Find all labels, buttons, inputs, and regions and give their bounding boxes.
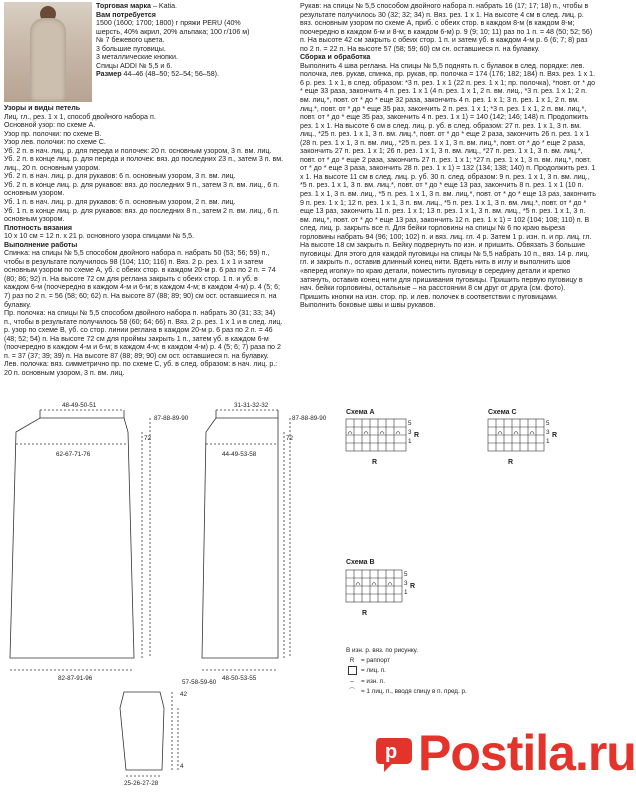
schema-c-repeat-bottom: R: [508, 459, 514, 466]
pattern-line: Уб. 2 п. в нач. лиц. р. для переда и полочек: 20 п. основным узором, 3 п. вм. лиц.: [4, 146, 272, 155]
coat-figure: [30, 18, 66, 102]
material-line: шерсть, 40% акрил, 20% альпака; 100 г/106 м): [96, 27, 250, 36]
watermark-text: Postila.ru: [418, 725, 636, 781]
schema-a-row-num: 5: [408, 420, 412, 427]
schema-c-repeat-r: R: [552, 432, 558, 439]
schema-a-repeat-r: R: [414, 432, 420, 439]
material-line: 3 большие пуговицы.: [96, 44, 166, 53]
sleeve-bottom-width-label: 25-26-27-28: [124, 780, 159, 787]
front-bottom-width-label: 48-50-53-55: [222, 675, 257, 682]
legend-item-purl: – = изн. п.: [346, 677, 467, 687]
schema-c-row-num: 5: [546, 420, 550, 427]
schema-b-title: Схема В: [346, 559, 375, 566]
schema-b-row-num: 5: [404, 571, 408, 578]
front-schematic: [202, 410, 290, 670]
right-column: [300, 2, 596, 310]
material-line: 3 металлические кнопки.: [96, 53, 178, 62]
material-line: 1500 (1600; 1700; 1800) г пряжи PERU (40%: [96, 19, 241, 28]
coat-photo: [4, 2, 92, 102]
front-height-label: 72: [286, 435, 294, 442]
schema-a-row-num: 1: [408, 438, 412, 445]
work-heading: Выполнение работы: [4, 240, 78, 249]
work-paragraph: Пр. полочка: на спицы № 5,5 способом двойного набора п. набрать 30 (31; 33; 34) п., чтобы в результате получилось 58 (60; 64; 66) п. Вяз. 2 р. рез. 1 х 1 и в след. лиц. р. узор по схеме В, уб. со стор. линии реглана в каждом 20-м р. 6 раз по 2 п. = 46 (48; 52; 54) п. На высоте 72 см для проймы закрыть 1 п., затем уб. в каждом 6-м (поочередно в каждом 4-м и 6-м; в каждом 4-м; в каждом 4-м) р. 4 (5; 6; 7) раза по 2 п. = 37 (37; 39; 39) п. На высоте 87 (88; 89; 90) см ост. оставшиеся п. на булавку.: [4, 309, 283, 360]
sleeve-full-height-label: 57-58-59-60: [182, 679, 217, 686]
pattern-line: Уб. 1 п. в конце лиц. р. для рукавов: вяз. до последних 8 п., затем 2 п. вм. лиц., 6 п. основным узором.: [4, 206, 280, 224]
schema-b-repeat-bottom: R: [362, 610, 368, 617]
work-paragraph: Спинка: на спицы № 5,5 способом двойного набора п. набрать 50 (53; 56; 59) п., чтобы в результате получилось 98 (104; 110; 116) п. Вяз. 2 р. рез. 1 х 1 и затем основным узором по схеме А, уб. с обеих стор. в каждом 20-м р. 6 раз по 2 п. = 74 (80; 86; 92) п. На высоте 72 см для реглана закрыть с обеих стор. 1 п. и уб. в каждом 6-м (поочередно в каждом 4-м и 6-м; в каждом 4-м; в каждом 4-м) р. 4 (5; 6; 7) раз по 2 п. = 56 (58; 60; 62) п. На высоте 87 (88; 89; 90) см ост. оставшиеся п. на булавку.: [4, 249, 281, 309]
back-mid-width-label: 62-67-71-76: [56, 451, 91, 458]
pattern-line: Уб. 2 п. в конце лиц. р. для рукавов: вяз. до последних 9 п., затем 3 п. вм. лиц., 6 п. основным узором.: [4, 180, 280, 198]
back-height-label: 72: [144, 435, 152, 442]
pattern-line: Узор пр. полочки: по схеме В.: [4, 129, 102, 138]
schema-c-row-num: 1: [546, 438, 550, 445]
schema-a-row-num: 3: [408, 429, 412, 436]
sleeve-paragraph: Рукав: на спицы № 5,5 способом двойного набора п. набрать 16 (17; 17; 18) п., чтобы в результате получилось 30 (32; 32; 34) п. Вяз. рез. 1 х 1. На высоте 4 см в след. лиц. р. вяз. основным узором по схеме А, приб. с обеих стор. в каждом 8-м (в каждом 8-м; поочередно в каждом 6-м и 8-м; в каждом 6-м) р. 9 (9; 10; 11) раз по 1 п. = 48 (50; 52; 56) п. На высоте 42 см закрыть с обеих стор. 1 п. и затем уб. в каждом 4-м р. 6 (6; 7; 8) раз по 2 п. = 22 п. На высоте 57 (58; 59; 60) см сн. оставшиеся п. на булавку.: [300, 2, 593, 53]
sleeve-cuff-label: 4: [180, 763, 184, 770]
schema-b-grid: [346, 570, 402, 602]
materials-heading: Вам потребуется: [96, 10, 156, 19]
assembly-paragraph: Выполнить 4 шва реглана. На спицы № 5,5 поднять п. с булавок в след. порядке: лев. полочка, лев. рукав, спинка, пр. рукав, пр. полочка = 174 (176; 182; 184) п. Вяз. рез. 1 х 1. 6 р. рез. 1 х 1, в след. образом: *3 п. рез. 1 х 1 (22 п. рез. 1 х 1; пр. полочка), *повт. от * до * еще 33 раза, закончить 4 п. рез. 1 х 1 (4 п. рез. 1 х 1, 2 п. вм. лиц., *3 п. рез. 1 х 1; 2 п. вм. лиц.*, повт. от * до * еще 32 раза, закончить 4 п. рез. 1 х 1; 3 п. рез. 1 х 1, 2 п. вм. лиц.*, повт. от * до * еще 35 раз, закончить 2 п. рез. 1 х 1; *3 п. рез. 1 х 1, 2 п. вм. лиц.*, повт. от * до * еще 35 раз, закончить 4 п. рез. 1 х 1) = 140 (142; 146; 148) п. Продолжить рез. 1 х 1. На высоте 6 см в след. лиц. р. уб. в след. образом: 27 п. рез. 1 х 1, 3 п. вм. лиц., *25 п. рез. 1 х 1, 3 п. вм. лиц.*, повт. от * до * еще 2 раза, закончить 26 п. рез. 1 х 1 (28 п. рез. 1 х 1, 3 п. вм. лиц., *25 п. рез. 1 х 1, 3 п. вм. лиц.*, повт. от * до * еще 2 раза, закончить 27 п. рез. 1 х 1; 26 п. рез. 1 х 1, 3 п. вм. лиц., *27 п. рез. 1 х 1, 3 п. вм. лиц.*, повт. от * до * еще 2 раза, закончить 27 п. рез. 1 х 1; *27 п. рез. 1 х 1, 3 п. вм. лиц.*, повт. от * до * еще 3 раза, закончить 28 п. рез. 1 х 1) = 132 (134; 138; 140) п. Продолжить рез. 1 х 1. На высоте 11 см в след. лиц. р. уб. 30 п. след. образом: 9 п. рез. 1 х 1, 3 п. вм. лиц., *5 п. рез. 1 х 1, 3 п. вм. лиц.*, повт. от * до * еще 13 раз, закончить 8 п. рез. 1 х 1 (10 п. рез. 1 х 1, 3 п. вм. лиц., *5 п. рез. 1 х 1, 3 п. вм. лиц.*, повт. от * до * еще 13 раз, закончить 9 п. рез. 1 х 1; 12 п. рез. 1 х 1, 3 п. вм. лиц., *5 п. рез. 1 х 1, 3 п. вм. лиц.*, повт. от * до * еще 13 раз, закончить 11 п. рез. 1 х 1; 13 п. рез. 1 х 1, 3 п. вм. лиц., *5 п. рез. 1 х 1, 3 п. вм. лиц.*, повт. от * до * еще 13 раз, закончить 12 п. рез. 1 х 1) = 102 (104; 108; 110) п. В след. лиц. р. закрыть все п. Для бейки горловины на спицы № 6 по краю выреза горловины набрать 94 (96; 100; 102) п. и вяз. лиц. гл. 4 р. Затем 1 р. изн. п. и пр. лиц. гл. На высоте 18 см закрыть п. Бейку подвернуть по изн. и пришить. Обвязать 3 большие пуговицы. Для этого для каждой пуговицы на спицы № 5,5 набрать 10 п., вяз. 14 р. лиц. гл. и закрыть п., оставив длинный конец нити. Вдеть нить в иглу и выполнить шов «вперед иголку» по краю детали, поместить пуговицу в середину детали и крепко затянуть, оставив конец нити для пришивания пуговицы. Пришить первую пуговицу в нач. бейки горловины, остальные – на расстоянии 8 см друг от друга (см. фото). Пришить кнопки на изн. стор. пр. и лев. полочек в соответствии с пуговицами. Выполнить боковые швы и швы рукавов.: [300, 61, 596, 310]
schema-c-grid: [488, 419, 544, 451]
density-text: 10 х 10 см = 12 п. х 21 р. основного узора спицами № 5,5.: [4, 232, 195, 241]
legend: [346, 646, 467, 697]
svg-text:p: p: [385, 741, 398, 763]
pattern-line: Уб. 2 п. в нач. лиц. р. для рукавов: 6 п. основным узором, 3 п. вм. лиц.: [4, 172, 236, 181]
schema-b-repeat-r: R: [410, 583, 416, 590]
postila-logo-icon: [372, 732, 418, 778]
legend-item-arc: ⌒ = 1 лиц. п., вводя спицу в п. пред. р.: [346, 687, 467, 697]
assembly-heading: Сборка и обработка: [300, 53, 371, 62]
schema-c-row-num: 3: [546, 429, 550, 436]
arc-stitch-icon: ⌒: [348, 687, 356, 695]
material-line: № 7 бежевого цвета.: [96, 36, 165, 45]
front-top-width-label: 31-31-32-32: [234, 402, 269, 409]
purl-dash-icon: –: [350, 677, 354, 685]
left-column: [4, 2, 284, 378]
repeat-symbol: R: [349, 657, 355, 665]
sleeve-outline: [120, 692, 164, 770]
material-line: Спицы ADDI № 5,5 и 6.: [96, 61, 173, 70]
brand-line: Торговая марка – Katia.: [96, 2, 178, 10]
back-bottom-width-label: 82-87-91-96: [58, 675, 93, 682]
legend-item-repeat: R = раппорт: [346, 656, 467, 666]
schema-a-grid: [346, 419, 406, 451]
pattern-line: Уб. 2 п. в конце лиц. р. для переда и полочек: вяз. до последних 23 п., затем 3 п. вм. лиц., 20 п. основным узором.: [4, 155, 284, 172]
schema-a-repeat-bottom: R: [372, 459, 378, 466]
schema-c-title: Схема С: [488, 409, 517, 416]
knit-box-icon: [346, 666, 358, 676]
sleeve-schematic: [120, 692, 178, 776]
pattern-line: Лиц. гл., рез. 1 х 1, способ двойного набора п.: [4, 112, 156, 121]
schema-b-row-num: 3: [404, 580, 408, 587]
sleeve-height-label: 42: [180, 691, 188, 698]
schema-a-title: Схема А: [346, 409, 375, 416]
back-schematic: [10, 410, 150, 670]
legend-note: В изн. р. вяз. по рисунку.: [346, 647, 418, 654]
schema-b-row-num: 1: [404, 589, 408, 596]
legend-item-knit: = лиц. п.: [346, 666, 467, 676]
work-paragraph: Лев. полочка: вяз. симметрично пр. по схеме С, уб. в след. образом: в нач. лиц. р.: 20 п. основным узором, 3 п. вм. лиц.: [4, 360, 278, 377]
front-mid-width-label: 44-49-53-58: [222, 451, 257, 458]
size-line: Размер 44–46 (48–50; 52–54; 56–58).: [96, 70, 219, 79]
back-top-width-label: 48-49-50-51: [62, 402, 97, 409]
pattern-line: Основной узор: по схеме А.: [4, 121, 96, 130]
patterns-heading: Узоры и виды петель: [4, 104, 81, 112]
pattern-line: Узор лев. полочки: по схеме С.: [4, 138, 106, 147]
front-full-height-label: 87-88-89-90: [292, 415, 327, 422]
back-full-height-label: 87-88-89-90: [154, 415, 189, 422]
pattern-line: Уб. 1 п. в нач. лиц. р. для рукавов: 6 п. основным узором, 2 п. вм. лиц.: [4, 198, 236, 207]
density-heading: Плотность вязания: [4, 223, 72, 232]
